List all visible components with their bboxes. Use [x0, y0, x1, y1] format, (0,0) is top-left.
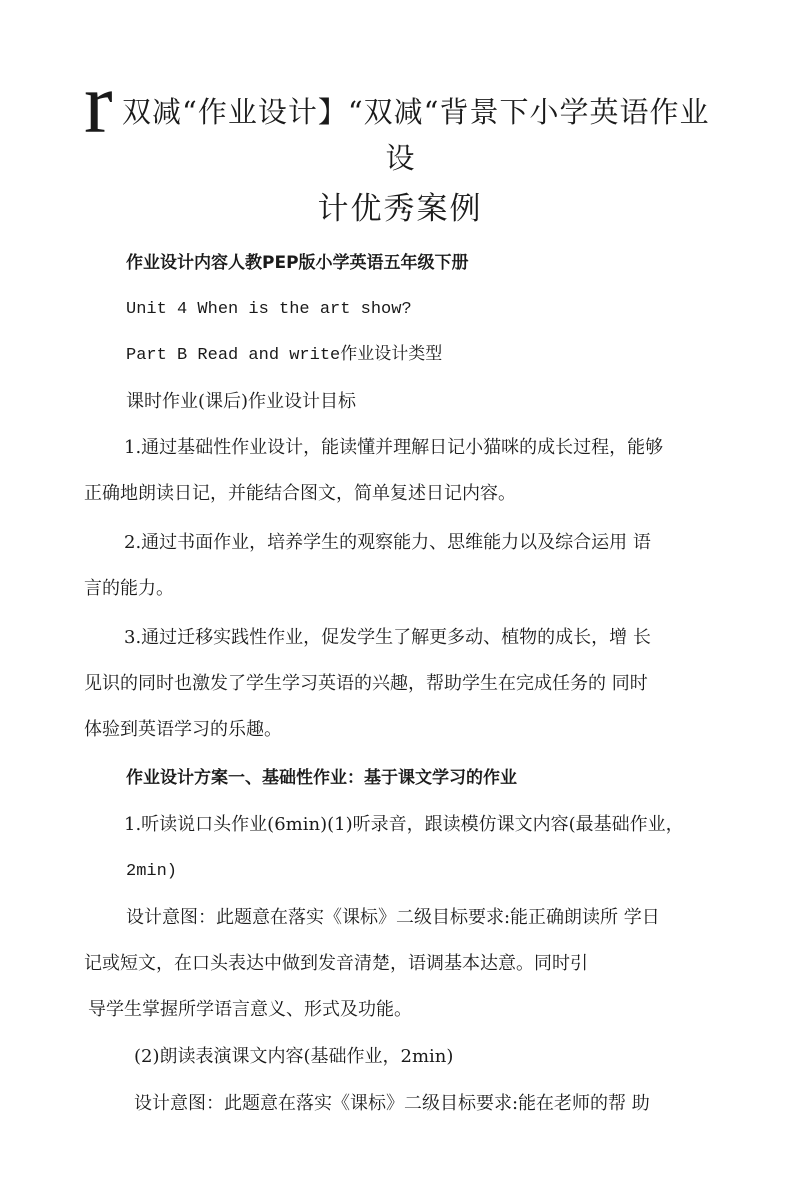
item-1-line-1: 1.听读说口头作业(6min)(1)听录音，跟读模仿课文内容(最基础作业， — [124, 814, 684, 835]
intent-1-line-2: 记或短文，在口头表达中做到发音清楚，语调基本达意。同时引 — [84, 953, 588, 974]
content-label: 作业设计内容人教PEP版小学英语五年级下册 — [126, 253, 469, 273]
goal-3-line-3: 体验到英语学习的乐趣。 — [84, 719, 282, 740]
homework-type-line: 课时作业(课后)作业设计目标 — [126, 391, 357, 412]
title-line-1 — [84, 55, 764, 151]
title-line-3: 计优秀案例 — [317, 191, 483, 227]
goal-2-line-2: 言的能力。 — [84, 578, 174, 599]
goal-1-line-1: 1.通过基础性作业设计，能读懂并理解日记小猫咪的成长过程，能够 — [124, 437, 664, 458]
item-1-line-2: 2min) — [126, 862, 178, 881]
goal-1-line-2: 正确地朗读日记，并能结合图文，简单复述日记内容。 — [84, 483, 516, 504]
item-2-line: (2)朗读表演课文内容(基础作业，2min) — [134, 1046, 454, 1067]
plan-heading: 作业设计方案一、基础性作业：基于课文学习的作业 — [126, 768, 517, 788]
title-text: 双减“作业设计】“双减“背景下小学英语作业 — [122, 95, 710, 129]
title-drop-letter: r — [84, 55, 113, 151]
intent-2-line-1: 设计意图：此题意在落实《课标》二级目标要求:能在老师的帮 助 — [134, 1093, 650, 1114]
goal-3-line-1: 3.通过迁移实践性作业，促发学生了解更多动、植物的成长，增 长 — [124, 627, 651, 648]
goal-3-line-2: 见识的同时也激发了学生学习英语的兴趣，帮助学生在完成任务的 同时 — [84, 673, 648, 694]
intent-1-line-1: 设计意图：此题意在落实《课标》二级目标要求:能正确朗读所 学日 — [126, 907, 660, 928]
unit-line: Unit 4 When is the art show? — [126, 300, 412, 319]
goal-2-line-1: 2.通过书面作业，培养学生的观察能力、思维能力以及综合运用 语 — [124, 532, 651, 553]
part-line: Part B Read and write作业设计类型 — [126, 346, 443, 365]
intent-1-line-3: 导学生掌握所学语言意义、形式及功能。 — [88, 999, 412, 1020]
title-line-2: 设 — [385, 141, 415, 175]
